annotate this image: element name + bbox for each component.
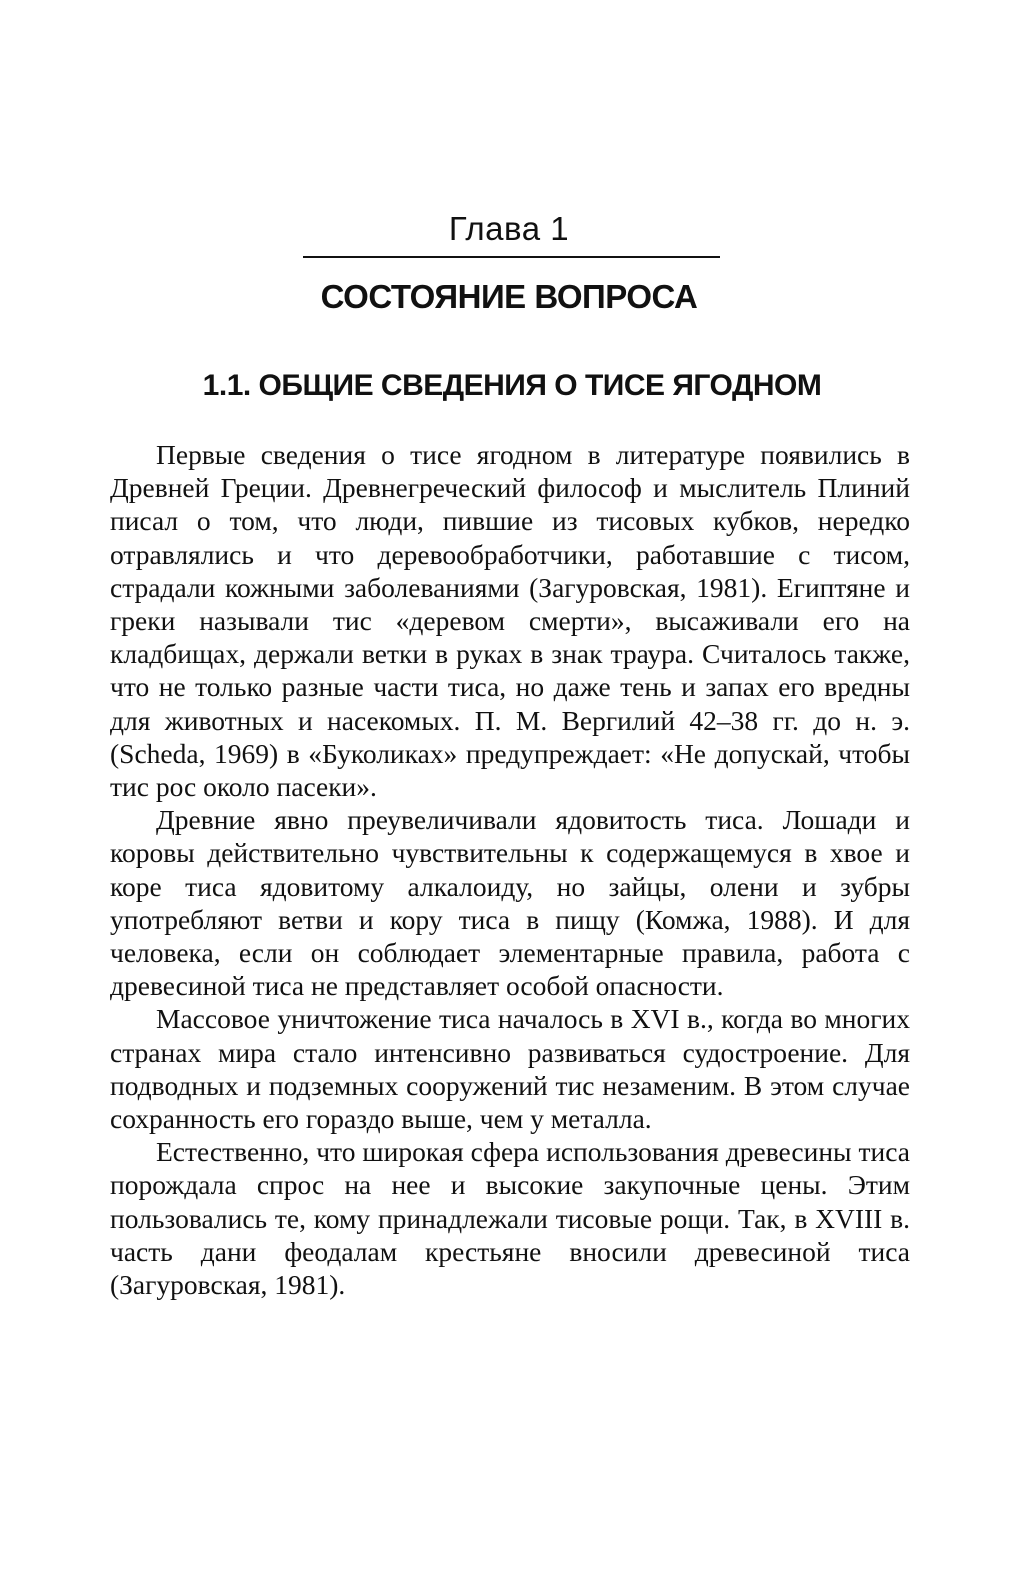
body-text <box>110 438 910 1301</box>
paragraph: Массовое уничтожение тиса началось в XVI в., когда во многих странах мира стало интенсивно развиваться судостроение. Для подводных и подземных сооружений тис незаменим. В этом случае сохранность его гораздо выше, чем у металла. <box>110 1003 910 1135</box>
paragraph: Первые сведения о тисе ягодном в литературе появились в Древней Греции. Древнегреческий философ и мыслитель Плиний писал о том, что люди, пившие из тисовых кубков, нередко отравлялись и что деревообработчики, работавшие с тисом, страдали кожными заболеваниями (Загуровская, 1981). Египтяне и греки называли тис «деревом смерти», высаживали его на кладбищах, держали ветки в руках в знак траура. Считалось также, что не только разные части тиса, но даже тень и запах его вредны для животных и насекомых. П. М. Вергилий 42–38 гг. до н. э. (Scheda, 1969) в «Буколиках» предупреждает: «Не допускай, чтобы тис рос около пасеки». <box>110 439 910 803</box>
paragraph: Древние явно преувеличивали ядовитость тиса. Лошади и коровы действительно чувствительны к содержащемуся в хвое и коре тиса ядовитому алкалоиду, но зайцы, олени и зубры употребляют ветви и кору тиса в пищу (Комжа, 1988). И для человека, если он соблюдает элементарные правила, работа с древесиной тиса не представляет особой опасности. <box>110 804 910 1002</box>
chapter-label: Глава 1 <box>448 210 570 247</box>
chapter-title: СОСТОЯНИЕ ВОПРОСА <box>320 278 698 315</box>
chapter-divider <box>303 256 720 258</box>
section-title: 1.1. ОБЩИЕ СВЕДЕНИЯ О ТИСЕ ЯГОДНОМ <box>202 369 822 402</box>
paragraph: Естественно, что широкая сфера использования древесины тиса порождала спрос на нее и высокие закупочные цены. Этим пользовались те, кому принадлежали тисовые рощи. Так, в XVIII в. часть дани феодалам крестьяне вносили древесиной тиса (Загуровская, 1981). <box>110 1136 910 1301</box>
